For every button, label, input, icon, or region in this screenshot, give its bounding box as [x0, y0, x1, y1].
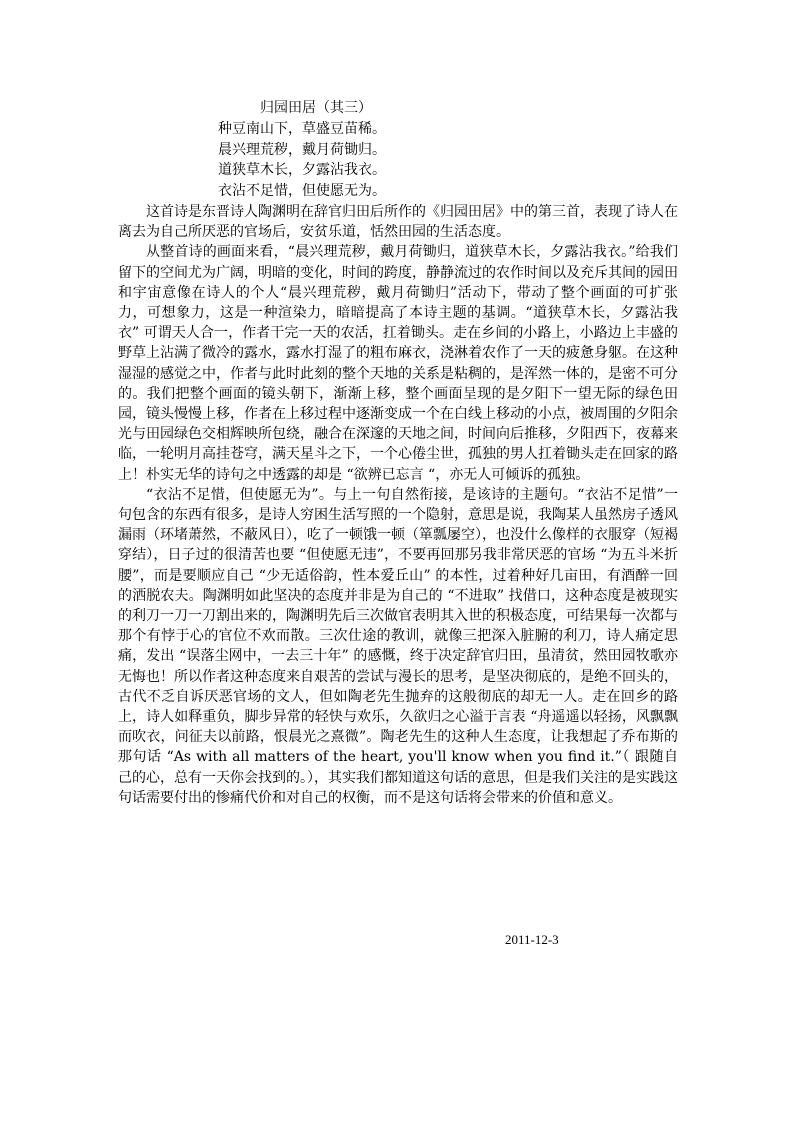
essay-paragraph-theme: “衣沾不足惜，但使愿无为”。与上一句自然衔接，是该诗的主题句。“衣沾不足惜”一句包含的东西有很多，是诗人穷困生活写照的一个隐射，意思是说，我陶某人虽然房子透风漏雨（环堵萧然，不蔽风日），吃了一顿饿一顿（箪瓢屡空），也没什么像样的衣服穿（短褐穿结），日子过的很清苦也要 “但使愿无违”，不要再回那另我非常厌恶的官场 “为五斗米折腰”，而是要顺应自己 “少无适俗韵，性本爱丘山” 的本性，过着种好几亩田，有酒醉一回的洒脱农夫。陶渊明如此坚决的态度并非是为自己的 “不进取” 找借口，这种态度是被现实的利刀一刀一刀割出来的，陶渊明先后三次做官表明其入世的积极态度，可结果每一次都与那个有悖于心的官位不欢而散。三次仕途的教训，就像三把深入脏腑的利刀，诗人痛定思痛，发出 “误落尘网中，一去三十年” 的感慨，终于决定辞官归田，虽清贫，然田园牧歌亦无悔也！所以作者这种态度来自艰苦的尝试与漫长的思考，是坚决彻底的，是绝不回头的，古代不乏自诉厌恶官场的文人，但如陶老先生抛弃的这般彻底的却无一人。走在回乡的路上，诗人如释重负，脚步异常的轻快与欢乐，久欲归之心溢于言表 “舟遥遥以轻扬，风飘飘而吹衣，问征夫以前路，恨晨光之熹微”。陶老先生的这种人生态度，让我想起了乔布斯的那句话 “As with all matters of the heart, you'll know when you find it.”（ 跟随自己的心，总有一天你会找到的。），其实我们都知道这句话的意思，但是我们关注的是实践这句话需要付出的惨痛代价和对自己的权衡，而不是这句话将会带来的价值和意义。 — [118, 486, 678, 806]
essay-paragraph-imagery: 从整首诗的画面来看，“晨兴理荒秽，戴月荷锄归，道狭草木长，夕露沾我衣。”给我们留下的空间尤为广阔，明暗的变化，时间的跨度，静静流过的农作时间以及充斥其间的园田和宇宙意像在诗人的个人“晨兴理荒秽，戴月荷锄归”活动下，带动了整个画面的可扩张力，可想象力，这是一种渲染力，暗暗提高了本诗主题的基调。“道狭草木长，夕露沾我衣” 可谓天人合一，作者干完一天的农活，扛着锄头。走在乡间的小路上，小路边上丰盛的野草上沾满了微冷的露水，露水打湿了的粗布麻衣，浇淋着农作了一天的疲惫身躯。在这种湿湿的感觉之中，作者与此时此刻的整个天地的关系是粘稠的，是浑然一体的，是密不可分的。我们把整个画面的镜头朝下，渐渐上移，整个画面呈现的是夕阳下一望无际的绿色田园，镜头慢慢上移，作者在上移过程中逐渐变成一个在白线上移动的小点，被周围的夕阳余光与田园绿色交相辉映所包绕，融合在深邃的天地之间，时间向后推移，夕阳西下，夜幕来临，一轮明月高挂苍穹，满天星斗之下，一个心倦尘世，孤独的男人扛着锄头走在回家的路上！朴实无华的诗句之中透露的却是 “欲辨已忘言 “，亦无人可倾诉的孤独。 — [118, 244, 678, 483]
document-date: 2011-12-3 — [505, 932, 559, 947]
essay-body — [118, 202, 678, 808]
poem-title: 归园田居（其三） — [260, 100, 372, 116]
poem-line: 种豆南山下，草盛豆苗稀。 — [218, 121, 386, 137]
poem-line: 衣沾不足惜，但使愿无为。 — [218, 182, 386, 199]
poem-line: 晨兴理荒秽，戴月荷锄归。 — [218, 141, 386, 158]
poem-line: 道狭草木长，夕露沾我衣。 — [218, 162, 386, 178]
poem-lines — [218, 119, 386, 201]
essay-paragraph-intro: 这首诗是东晋诗人陶渊明在辞官归田后所作的《归园田居》中的第三首，表现了诗人在离去为自己所厌恶的官场后，安贫乐道，恬然田园的生活态度。 — [118, 204, 678, 241]
